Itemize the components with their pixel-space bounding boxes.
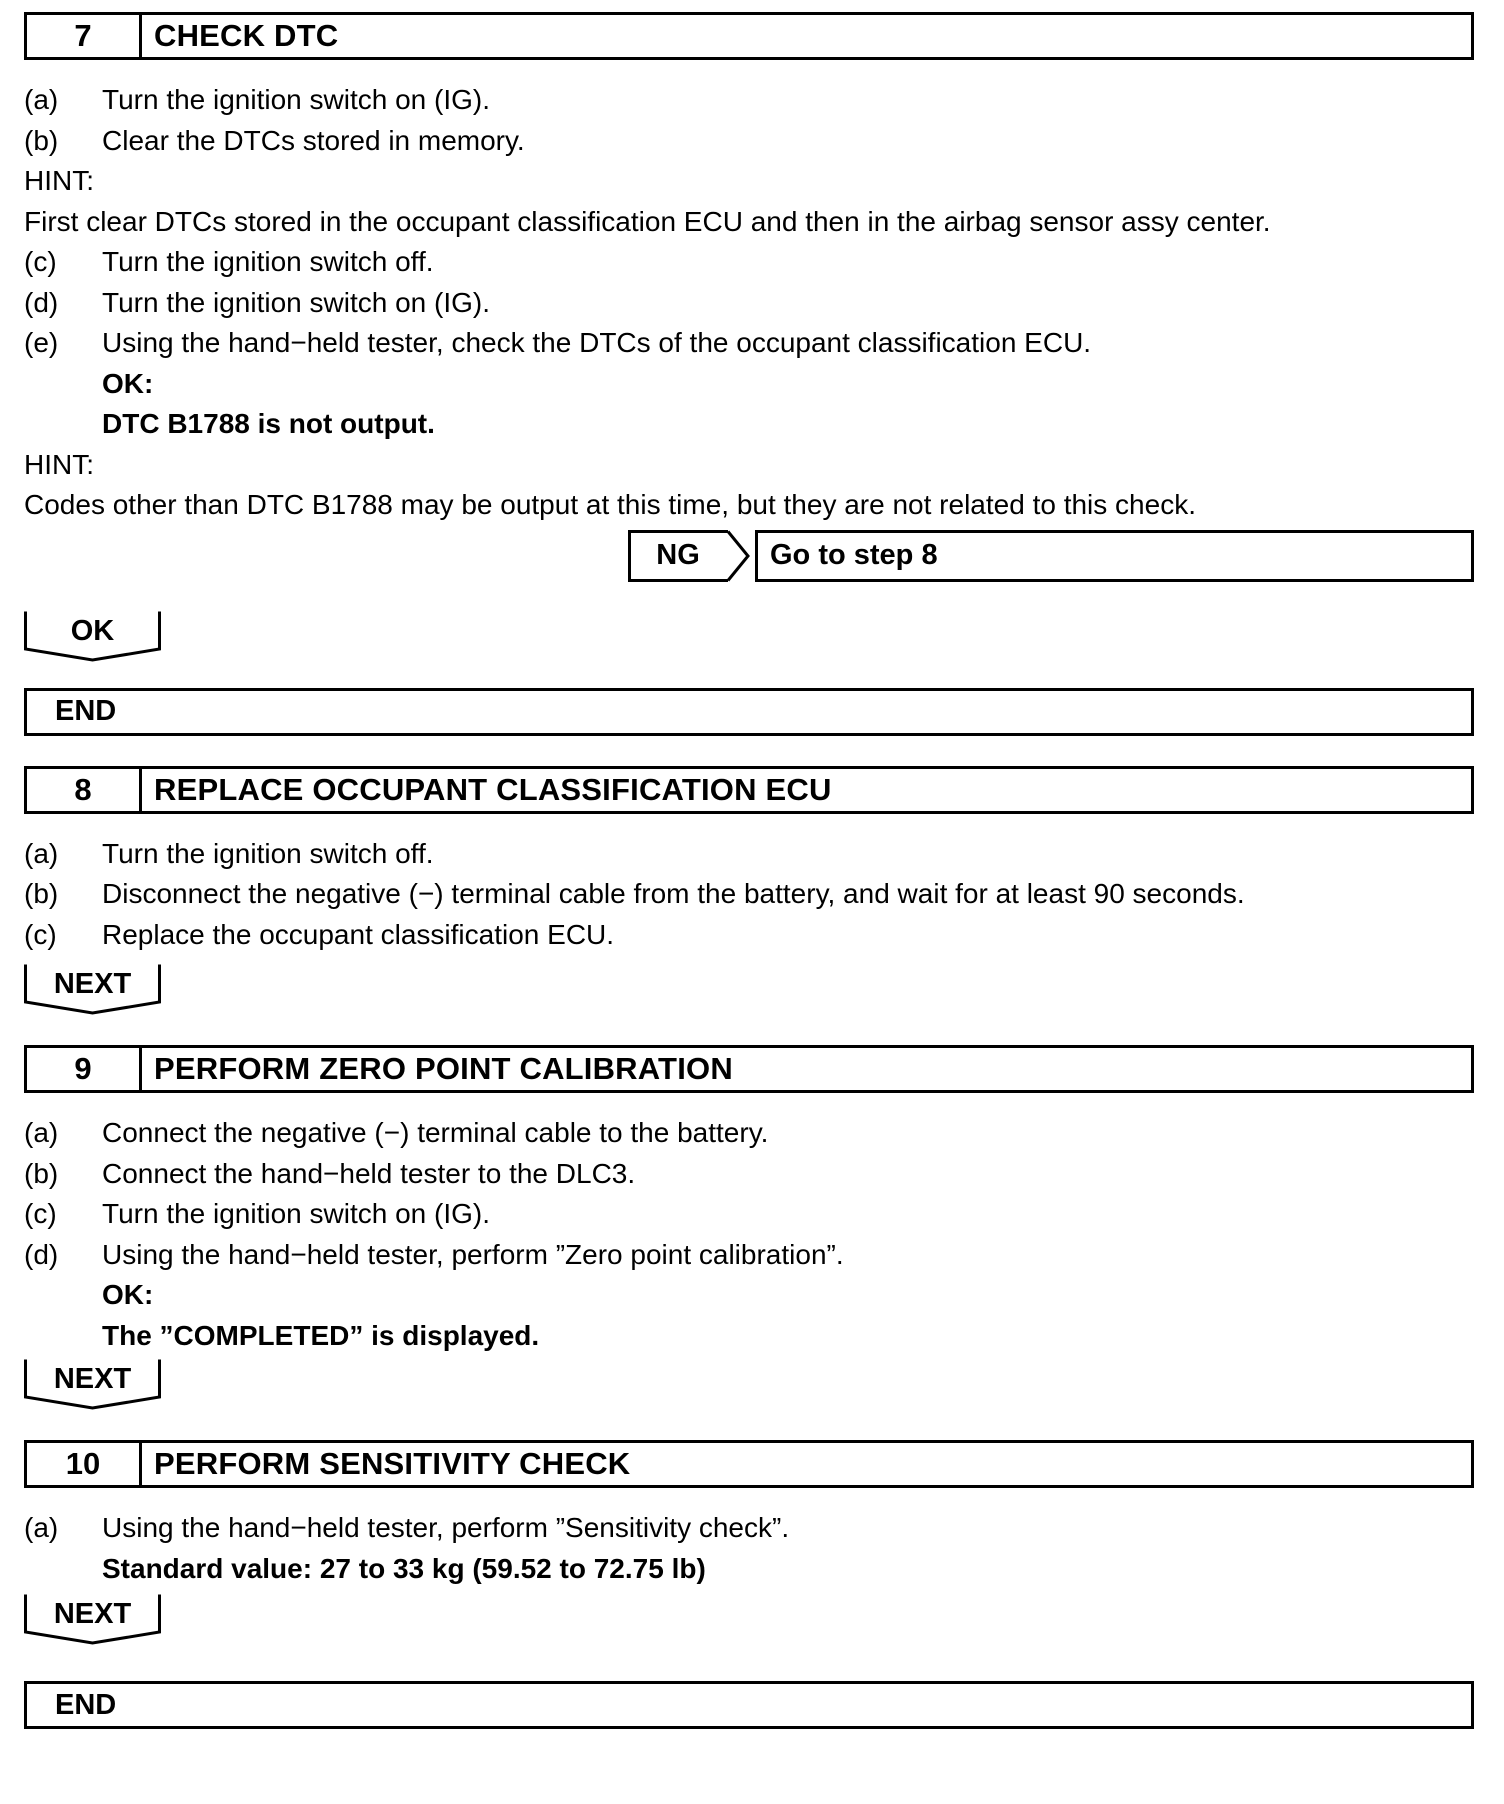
list-item xyxy=(24,121,1474,162)
item-label: (a) xyxy=(24,84,59,115)
step-9-header xyxy=(24,1045,1474,1093)
item-text: Clear the DTCs stored in memory. xyxy=(102,124,525,156)
item-text: Connect the hand−held tester to the DLC3. xyxy=(102,1157,636,1189)
step-10-header xyxy=(24,1440,1474,1488)
item-label: (e) xyxy=(24,327,59,358)
item-label: (b) xyxy=(24,878,59,909)
step-number: 8 xyxy=(27,769,142,811)
next-button[interactable] xyxy=(24,1593,161,1645)
item-label: (d) xyxy=(24,1238,59,1270)
item-label: (d) xyxy=(24,286,59,318)
item-label: (c) xyxy=(24,1198,57,1229)
item-text: Using the hand−held tester, perform ”Sensitivity check”. xyxy=(102,1512,790,1543)
item-label: (a) xyxy=(24,837,59,869)
list-item xyxy=(24,1113,1474,1154)
ok-criteria: The ”COMPLETED” is displayed. xyxy=(102,1319,540,1351)
end-box: END xyxy=(24,688,1474,736)
go-to-step-box[interactable]: Go to step 8 xyxy=(755,530,1474,582)
repair-manual-page xyxy=(24,12,1474,1729)
list-item xyxy=(24,915,1474,956)
hint-label: HINT: xyxy=(24,165,94,196)
item-label: (c) xyxy=(24,918,57,950)
list-item xyxy=(24,1194,1474,1235)
step-title: CHECK DTC xyxy=(154,18,339,53)
list-item xyxy=(24,1235,1474,1276)
list-item xyxy=(24,1154,1474,1195)
hint-text: Codes other than DTC B1788 may be output at this time, but they are not related to this check. xyxy=(24,489,1196,520)
item-text: Using the hand−held tester, perform ”Zero point calibration”. xyxy=(102,1238,844,1270)
item-label: (b) xyxy=(24,1157,59,1189)
ok-criteria: DTC B1788 is not output. xyxy=(102,408,435,439)
item-text: Disconnect the negative (−) terminal cable from the battery, and wait for at least 90 seconds. xyxy=(102,878,1245,909)
list-item xyxy=(24,874,1474,915)
item-text: Turn the ignition switch on (IG). xyxy=(102,1198,491,1229)
item-text: Connect the negative (−) terminal cable to the battery. xyxy=(102,1117,769,1148)
ng-branch xyxy=(24,530,1474,582)
item-label: (b) xyxy=(24,124,59,156)
step-number: 7 xyxy=(27,15,142,57)
list-item xyxy=(24,80,1474,121)
hint-text: First clear DTCs stored in the occupant classification ECU and then in the airbag sensor assy center. xyxy=(24,205,1271,237)
list-item xyxy=(24,834,1474,875)
next-button-label: NEXT xyxy=(53,968,132,1000)
ok-button[interactable] xyxy=(24,610,161,662)
list-item xyxy=(24,242,1474,283)
item-text: Turn the ignition switch on (IG). xyxy=(102,286,491,318)
list-item xyxy=(24,323,1474,364)
next-button[interactable] xyxy=(24,1358,161,1410)
item-label: (a) xyxy=(24,1117,59,1148)
step-title: PERFORM SENSITIVITY CHECK xyxy=(154,1446,631,1481)
list-item xyxy=(24,1508,1474,1549)
ok-label: OK: xyxy=(102,1279,154,1310)
ng-button[interactable] xyxy=(628,530,750,582)
item-text: Using the hand−held tester, check the DTCs of the occupant classification ECU. xyxy=(102,327,1092,358)
step-number: 9 xyxy=(27,1048,142,1090)
end-box: END xyxy=(24,1681,1474,1729)
hint-label: HINT: xyxy=(24,448,94,480)
item-text: Turn the ignition switch on (IG). xyxy=(102,84,491,115)
ok-button-label: OK xyxy=(70,614,115,647)
next-button-label: NEXT xyxy=(53,1598,132,1630)
step-7-header xyxy=(24,12,1474,60)
step-title: REPLACE OCCUPANT CLASSIFICATION ECU xyxy=(154,771,832,807)
item-label: (c) xyxy=(24,246,57,277)
next-button-label: NEXT xyxy=(53,1363,132,1395)
next-button[interactable] xyxy=(24,963,161,1015)
step-number: 10 xyxy=(27,1443,142,1485)
list-item xyxy=(24,283,1474,324)
item-text: Turn the ignition switch off. xyxy=(102,246,434,277)
standard-value: Standard value: 27 to 33 kg (59.52 to 72.75 lb) xyxy=(102,1552,706,1584)
item-text: Turn the ignition switch off. xyxy=(102,837,434,869)
ng-label: NG xyxy=(656,538,700,571)
item-text: Replace the occupant classification ECU. xyxy=(102,918,615,950)
ok-label: OK: xyxy=(102,367,154,399)
step-8-header xyxy=(24,766,1474,814)
step-title: PERFORM ZERO POINT CALIBRATION xyxy=(154,1051,733,1086)
item-label: (a) xyxy=(24,1512,59,1543)
